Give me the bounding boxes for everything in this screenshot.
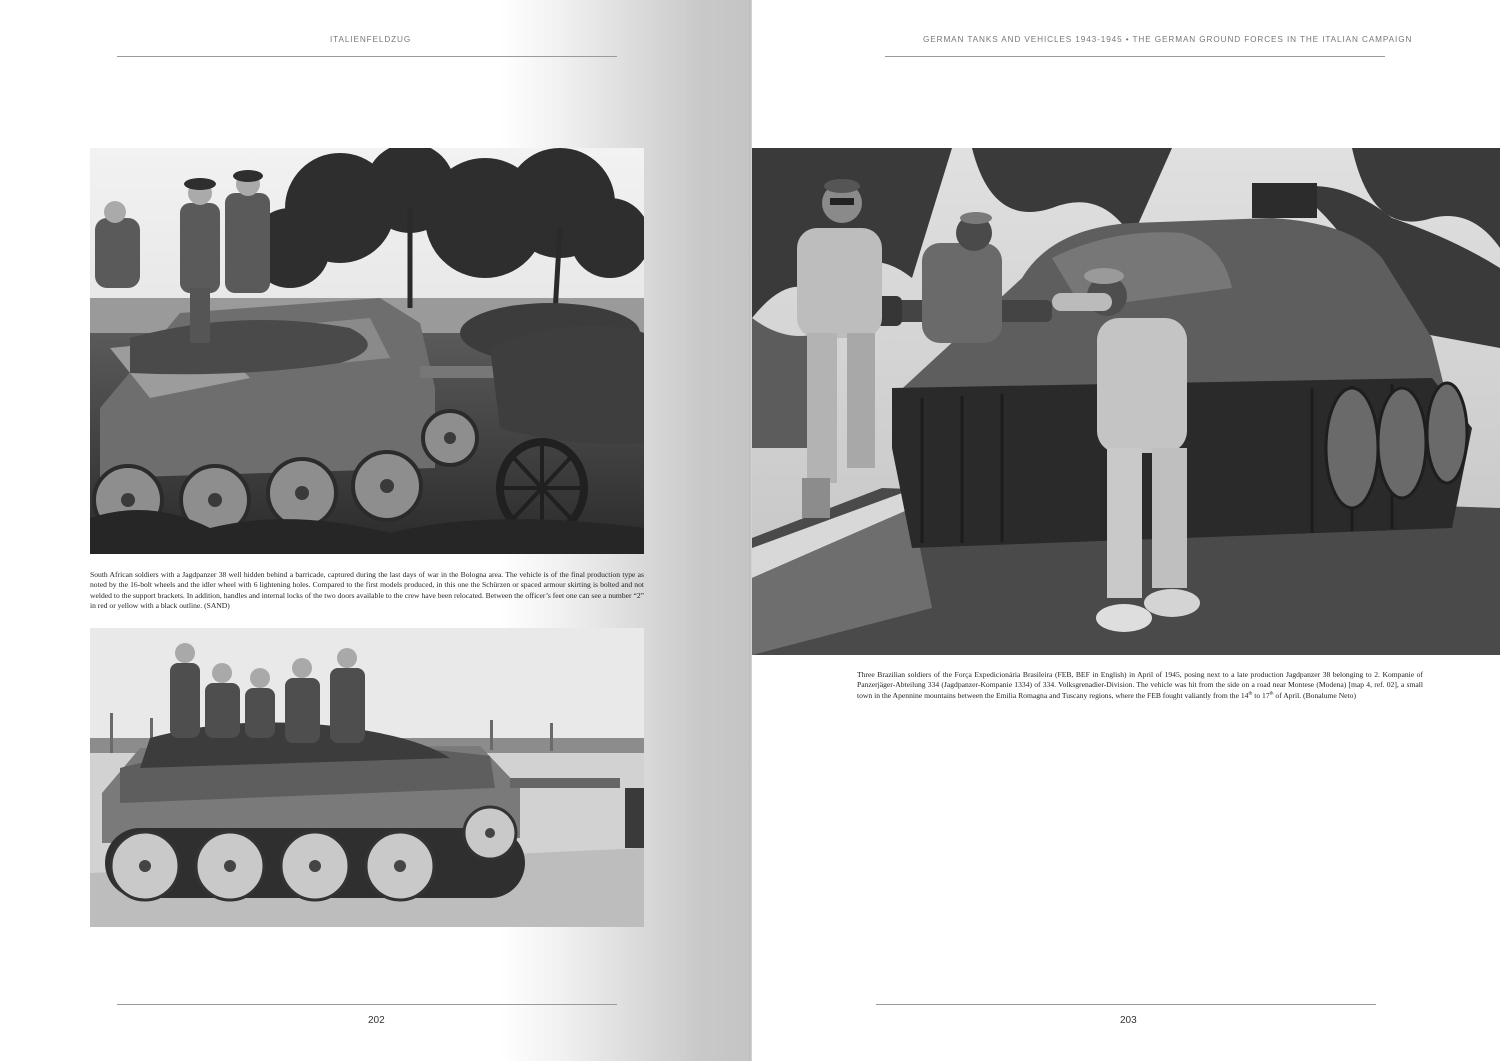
left-footer-rule <box>117 1004 617 1005</box>
left-page-number: 202 <box>368 1015 385 1026</box>
right-footer-rule <box>876 1004 1376 1005</box>
right-header-rule <box>885 56 1385 57</box>
caption-text-1: Three Brazilian soldiers of the Força Expedicionária Brasileira (FEB, BEF in English) in April of 1945, posing next to a late production Jagdpanzer 38 belonging to 2. Kompanie of Panzerjäger-Abteilung 334 (Jagdpanzer-Kompanie 1334) of 334. Volksgrenadier-Division. The vehicle was hit from the side on a road near Montese (Modena) [map 4, ref. 02], a small town in the Apennine mountains between the Emilia Romagna and Tuscany regions, where the FEB fought valiantly from the 14 <box>857 670 1423 700</box>
photo-image <box>90 628 644 927</box>
photo-south-african-jagdpanzer <box>90 148 644 554</box>
right-page <box>752 0 1500 1061</box>
left-header-rule <box>117 56 617 57</box>
caption-top-photo: South African soldiers with a Jagdpanzer 38 well hidden behind a barricade, captured during the last days of war in the Bologna area. The vehicle is of the final production type as noted by the 16-bolt wheels and the idler wheel with 6 lightening holes. Compared to the first models produced, in this one the Schürzen or spaced armour skirting is bolted and not welded to the support brackets. In addition, handles and internal locks of the two doors available to the crew have been relocated. Between the officer’s feet one can see a number “2” in red or yellow with a black outline. (SAND) <box>90 570 644 611</box>
caption-text-3: of April. (Bonalume Neto) <box>1273 690 1356 700</box>
photo-brazilian-soldiers-jagdpanzer <box>752 148 1500 655</box>
right-page-number: 203 <box>1120 1015 1137 1026</box>
caption-right-photo <box>857 670 1423 701</box>
caption-sup-th-1: th <box>1248 691 1253 697</box>
photo-image <box>90 148 644 554</box>
right-running-head: GERMAN TANKS AND VEHICLES 1943-1945 • THE GERMAN GROUND FORCES IN THE ITALIAN CAMPAIGN <box>923 35 1413 44</box>
photo-image <box>752 148 1500 655</box>
photo-jagdpanzer-road <box>90 628 644 927</box>
caption-sup-th-2: th <box>1269 691 1274 697</box>
left-running-head: ITALIENFELDZUG <box>330 35 412 44</box>
caption-text-2: to 17 <box>1252 690 1270 700</box>
